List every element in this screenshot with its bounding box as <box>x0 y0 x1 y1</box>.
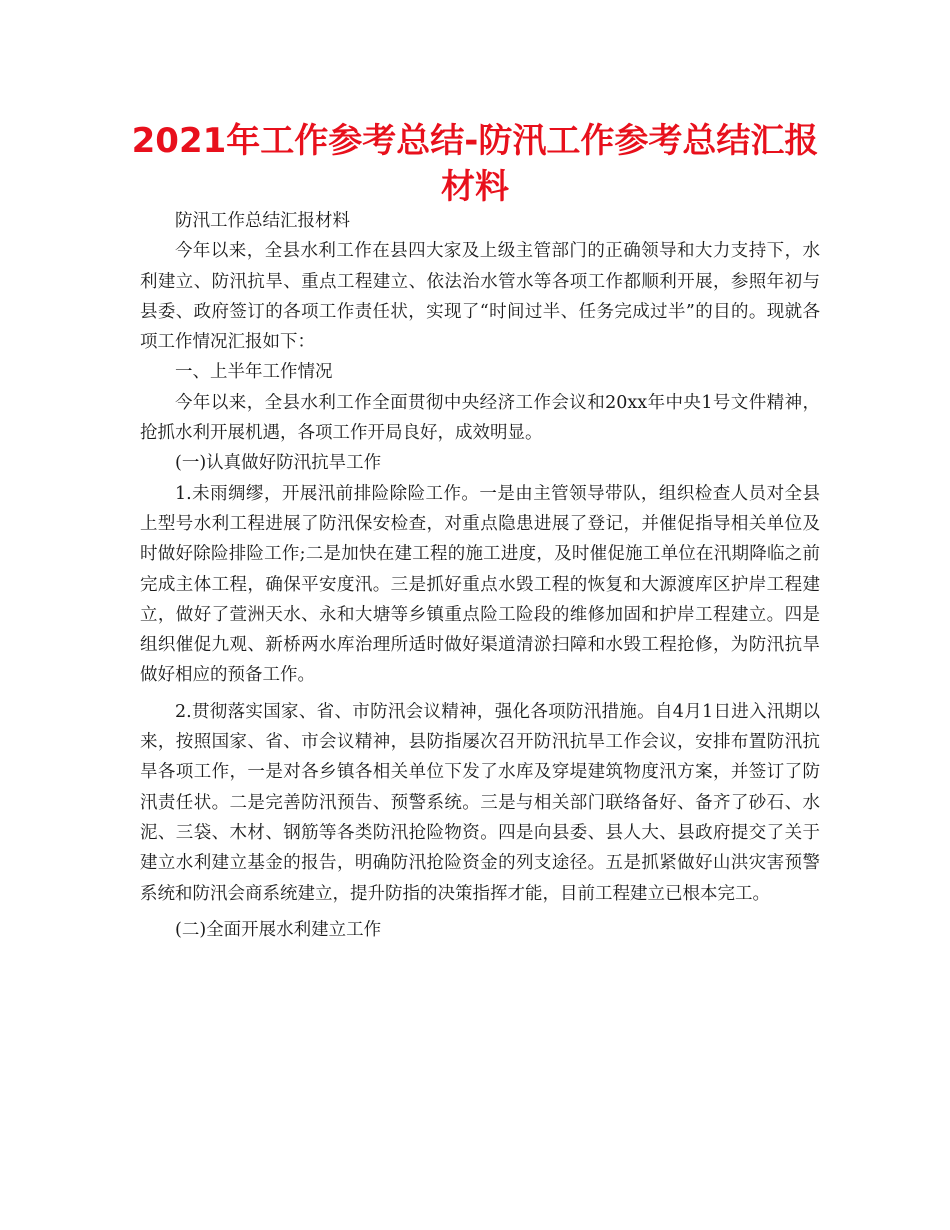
paragraph-subtitle: 防汛工作总结汇报材料 <box>175 211 350 231</box>
paragraph-intro: 今年以来，全县水利工作在县四大家及上级主管部门的正确领导和大力支持下，水利建立、防汛抗旱、重点工程建立、依法治水管水等各项工作都顺利开展，参照年初与县委、政府签订的各项工作责任状，实现了“时间过半、任务完成过半”的目的。现就各项工作情况汇报如下： <box>140 241 820 353</box>
document-body <box>140 206 820 945</box>
paragraph-overview: 今年以来，全县水利工作全面贯彻中央经济工作会议和20xx年中央1号文件精神，抢抓水利开展机遇，各项工作开局良好，成效明显。 <box>140 392 820 444</box>
section-heading-1: 一、上半年工作情况 <box>175 362 333 383</box>
paragraph-item-1: 1.未雨绸缪，开展汛前排险除险工作。一是由主管领导带队，组织检查人员对全县上型号水利工程进展了防汛保安检查，对重点隐患进展了登记，并催促指导相关单位及时做好除险排险工作;二是加快在建工程的施工进度，及时催促施工单位在汛期降临之前完成主体工程，确保平安度汛。三是抓好重点水毁工程的恢复和大源渡库区护岸工程建立，做好了萱洲天水、永和大塘等乡镇重点险工险段的维修加固和护岸工程建立。四是组织催促九观、新桥两水库治理所适时做好渠道清淤扫障和水毁工程抢修，为防汛抗旱做好相应的预备工作。 <box>140 483 820 686</box>
subsection-heading-1: (一)认真做好防汛抗旱工作 <box>175 453 382 474</box>
document-title: 2021年工作参考总结-防汛工作参考总结汇报材料 <box>131 121 819 207</box>
subsection-heading-2: (二)全面开展水利建立工作 <box>175 919 382 940</box>
paragraph-item-2: 2.贯彻落实国家、省、市防汛会议精神，强化各项防汛措施。自4月1日进入汛期以来，按照国家、省、市会议精神，县防指屡次召开防汛抗旱工作会议，安排布置防汛抗旱各项工作，一是对各乡镇各相关单位下发了水库及穿堤建筑物度汛方案，并签订了防汛责任状。二是完善防汛预告、预警系统。三是与相关部门联络备好、备齐了砂石、水泥、三袋、木材、钢筋等各类防汛抢险物资。四是向县委、县人大、县政府提交了关于建立水利建立基金的报告，明确防汛抢险资金的列支途径。五是抓紧做好山洪灾害预警系统和防汛会商系统建立，提升防指的决策指挥才能，目前工程建立已根本完工。 <box>140 701 820 904</box>
